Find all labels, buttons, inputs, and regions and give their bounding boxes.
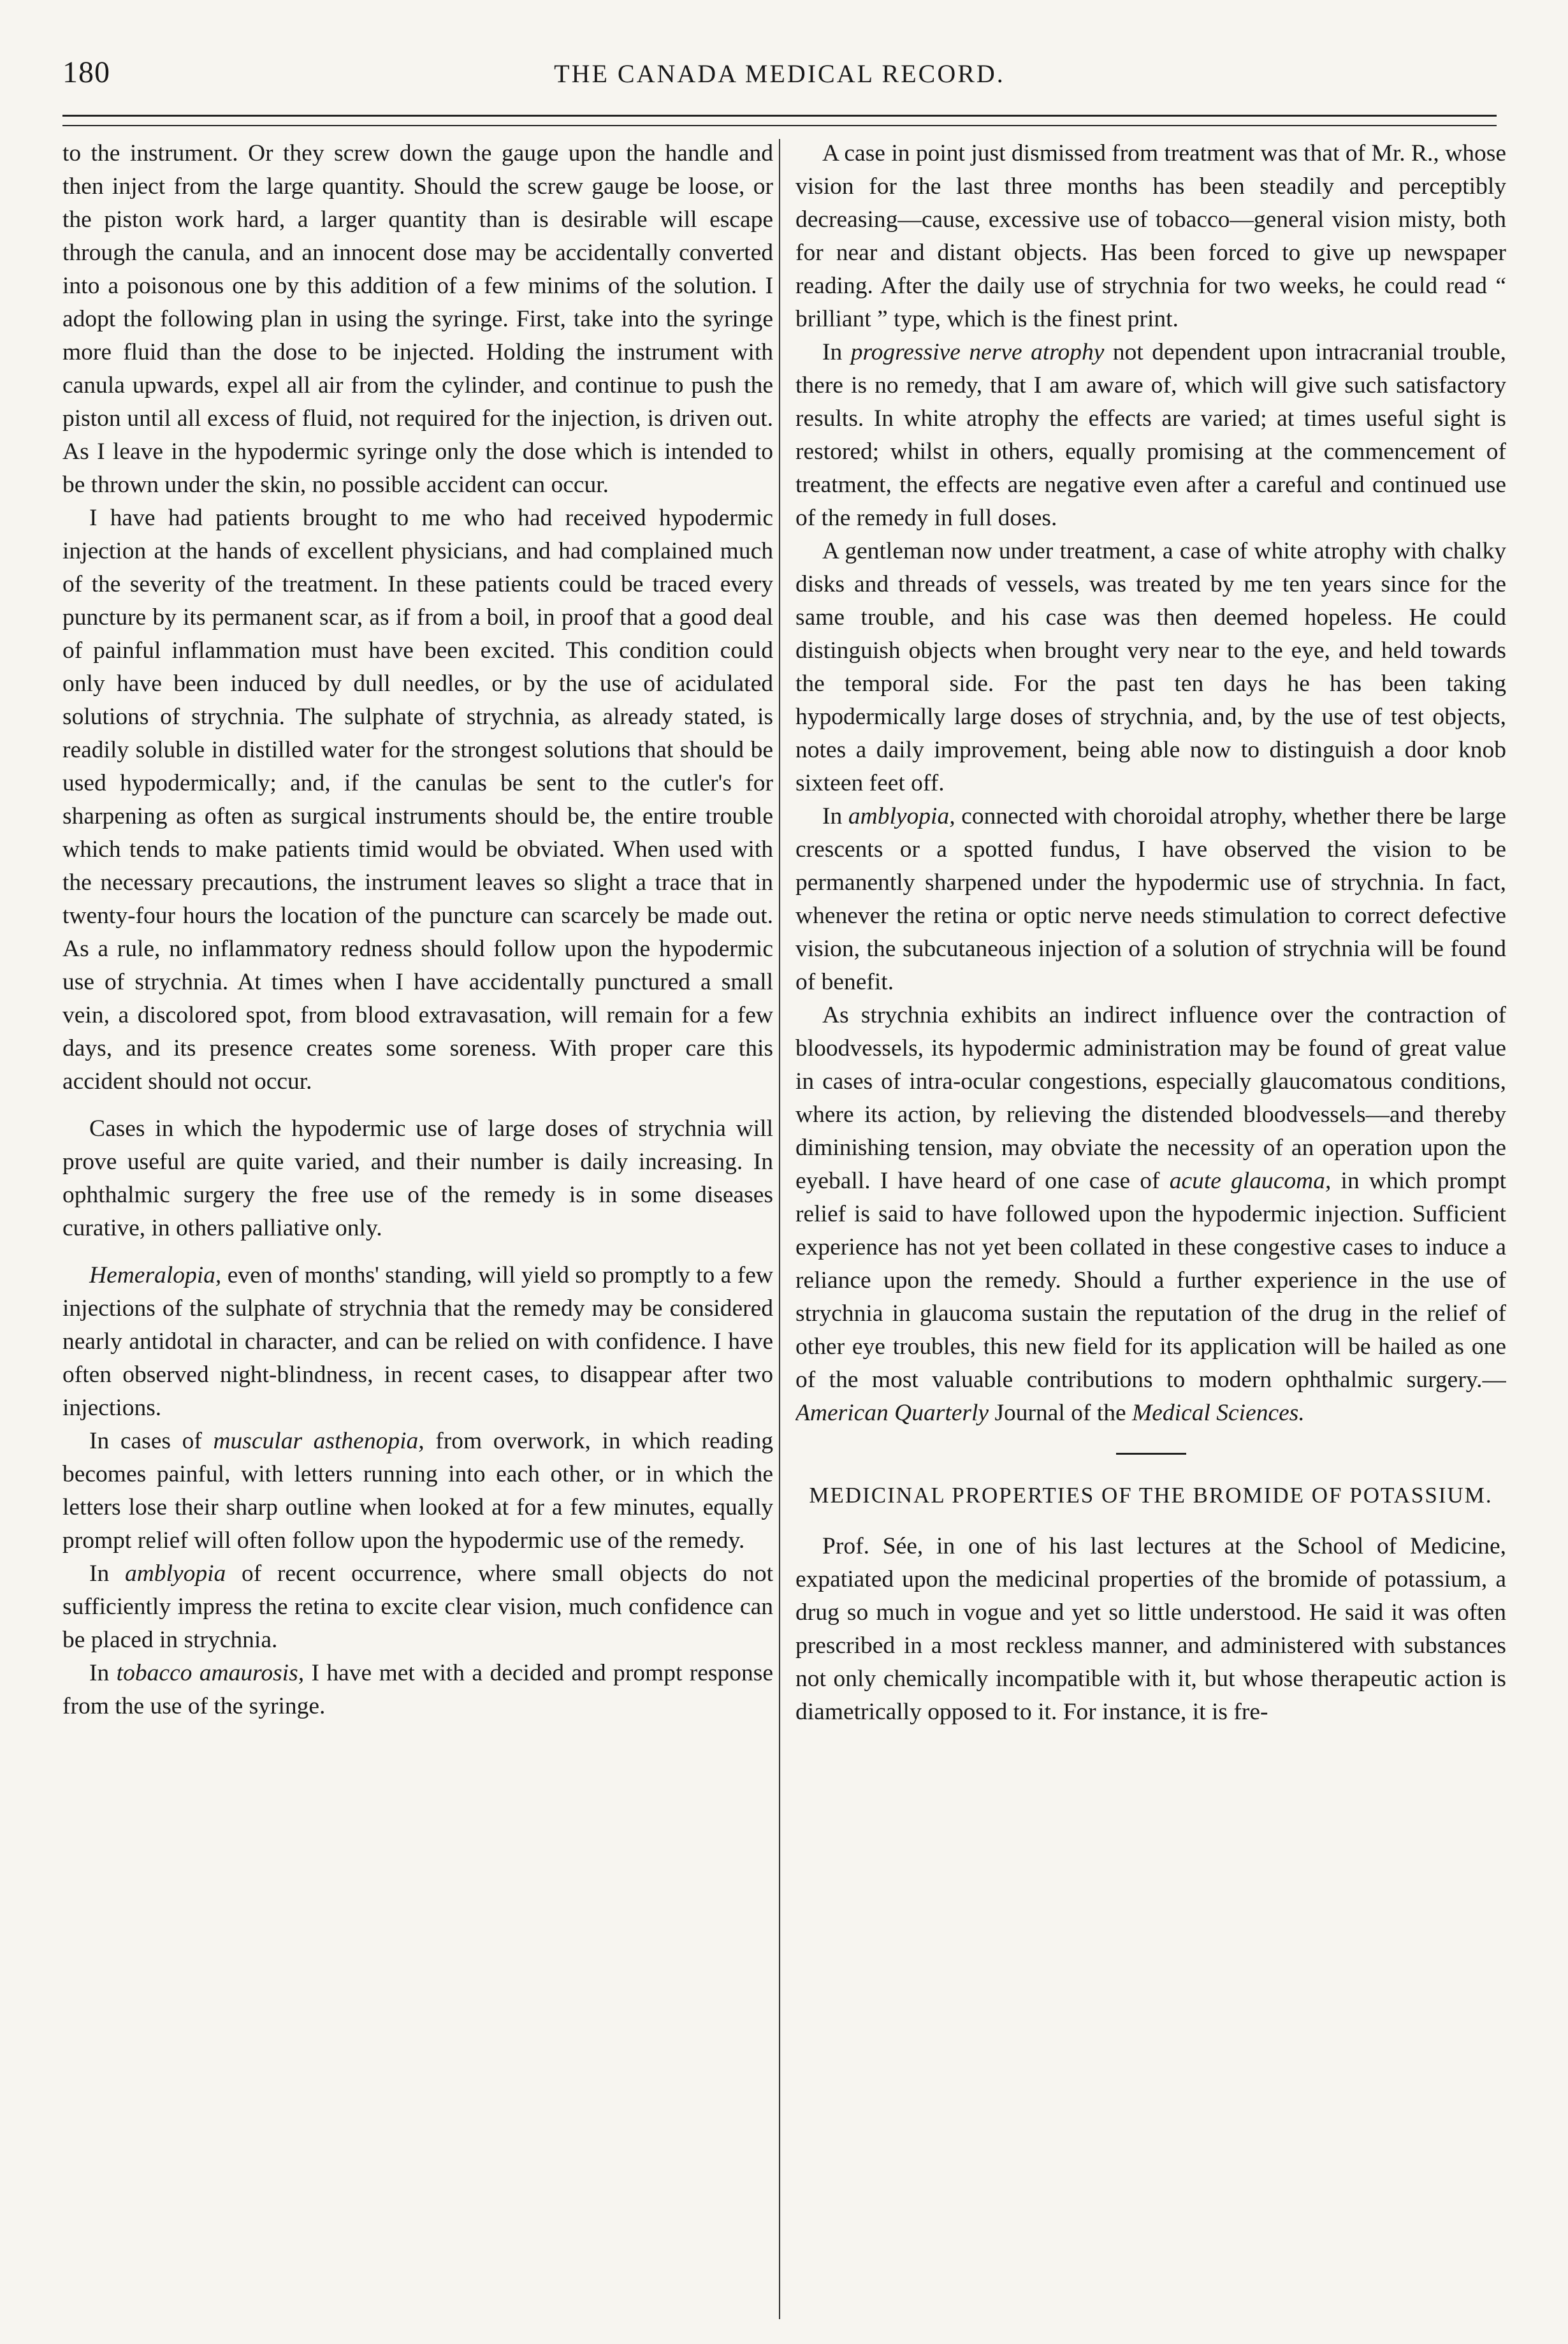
paragraph: A gentleman now under treatment, a case of white atrophy with chalky disks and threads of vessels, was treated by me ten years since for the same trouble, and his case was then deemed hopeless. He could distinguish objects when brought very near to the eye, and held towards the temporal side. For the past ten days he has been taking hypodermically large doses of strychnia, and, by the use of test objects, notes a daily improvement, being able now to distinguish a door knob sixteen feet off. [795, 538, 1506, 796]
left-column [62, 137, 773, 2324]
paragraph: In progressive nerve atrophy not dependent upon intracranial trouble, there is no remedy, that I am aware of, which will give such satisfactory results. In white atrophy the effects are varied; at times useful sight is restored; whilst in others, equally promising at the commencement of treatment, the effects are negative even after a careful and continued use of the remedy in full doses. [795, 339, 1506, 531]
italic-term: progressive nerve atrophy [850, 339, 1105, 365]
source-citation: Medical Sciences. [1132, 1400, 1305, 1426]
italic-term: acute glaucoma, [1169, 1168, 1332, 1194]
italic-term: Hemeralopia, [89, 1262, 222, 1288]
right-column [795, 137, 1506, 2324]
paragraph: In amblyopia, connected with choroidal atrophy, whether there be large crescents or a spotted fundus, I have observed the vision to be permanently sharpened under the hypodermic use of strychnia. In fact, whenever the retina or optic nerve needs stimulation to correct defective vision, the subcutaneous injection of a solution of strychnia will be found of benefit. [795, 803, 1506, 995]
paragraph: Cases in which the hypodermic use of large doses of strychnia will prove useful are quite varied, and their number is daily increasing. In ophthalmic surgery the free use of the remedy is in some diseases curative, in others palliative only. [62, 1116, 773, 1241]
section-title: MEDICINAL PROPERTIES OF THE BROMIDE OF POTASSIUM. [809, 1483, 1493, 1508]
paragraph: As strychnia exhibits an indirect influence over the contraction of bloodvessels, its hypodermic administration may be found of great value in cases of intra-ocular congestions, especially glaucomatous conditions, where its action, by relieving the distended bloodvessels—and thereby diminishing tension, may obviate the necessity of an operation upon the eyeball. I have heard of one case of acute glaucoma, in which prompt relief is said to have followed upon the hypodermic injection. Sufficient experience has not yet been collated in these congestive cases to induce a reliance upon the remedy. Should a further experience in the use of strychnia in glaucoma sustain the reputation of the drug in the relief of other eye troubles, this new field for its application will be hailed as one of the most valuable contributions to modern ophthalmic surgery.—American Quarterly Journal of the Medical Sciences. [795, 1002, 1506, 1426]
italic-term: amblyopia, [848, 803, 955, 829]
page-header [62, 51, 1497, 96]
source-citation: American Quarterly [795, 1400, 989, 1426]
header-rule [62, 115, 1497, 117]
section-divider [1116, 1453, 1186, 1455]
paragraph: In amblyopia of recent occurrence, where small objects do not sufficiently impress the retina to excite clear vision, much confidence can be placed in strychnia. [62, 1561, 773, 1653]
page-number: 180 [62, 55, 110, 89]
italic-term: tobacco amaurosis, [116, 1660, 305, 1686]
paragraph: A case in point just dismissed from treatment was that of Mr. R., whose vision for the last three months has been steadily and perceptibly decreasing—cause, excessive use of tobacco—general vision misty, both for near and distant objects. Has been forced to give up newspaper reading. After the daily use of strychnia for two weeks, he could read “ brilliant ” type, which is the finest print. [795, 140, 1506, 332]
italic-term: muscular asthenopia, [213, 1428, 425, 1454]
paragraph: to the instrument. Or they screw down the gauge upon the handle and then inject from the large quantity. Should the screw gauge be loose, or the piston work hard, a larger quantity than is desirable will escape through the canula, and an innocent dose may be accidentally converted into a poisonous one by this addition of a few minims of the solution. I adopt the following plan in using the syringe. First, take into the syringe more fluid than the dose to be injected. Holding the instrument with canula upwards, expel all air from the cylinder, and continue to push the piston until all excess of fluid, not required for the injection, is driven out. As I leave in the hypodermic syringe only the dose which is intended to be thrown under the skin, no possible accident can occur. [62, 140, 773, 498]
header-rule-double [62, 125, 1497, 126]
running-head: THE CANADA MEDICAL RECORD. [554, 59, 1005, 88]
italic-term: amblyopia [124, 1561, 226, 1587]
paragraph: In cases of muscular asthenopia, from overwork, in which reading becomes painful, with letters running into each other, or in which the letters lose their sharp outline when looked at for a few minutes, equally prompt relief will often follow upon the hypodermic use of the remedy. [62, 1428, 773, 1554]
paragraph: I have had patients brought to me who had received hypodermic injection at the hands of excellent physicians, and had complained much of the severity of the treatment. In these patients could be traced every puncture by its permanent scar, as if from a boil, in proof that a good deal of painful inflammation must have been excited. This condition could only have been induced by dull needles, or by the use of acidulated solutions of strychnia. The sulphate of strychnia, as already stated, is readily soluble in distilled water for the strongest solutions that should be used hypodermically; and, if the canulas be sent to the cutler's for sharpening as often as surgical instruments should be, the entire trouble which tends to make patients timid would be obviated. When used with the necessary precautions, the instrument leaves so slight a trace that in twenty-four hours the location of the puncture can scarcely be made out. As a rule, no inflammatory redness should follow upon the hypodermic use of strychnia. At times when I have accidentally punctured a small vein, a discolored spot, from blood extravasation, will remain for a few days, and its presence creates some soreness. With proper care this accident should not occur. [62, 505, 773, 1095]
paragraph: In tobacco amaurosis, I have met with a decided and prompt response from the use of the syringe. [62, 1660, 773, 1719]
column-divider [779, 139, 780, 2319]
paragraph: Prof. Sée, in one of his last lectures at the School of Medicine, expatiated upon the medicinal properties of the bromide of potassium, a drug so much in vogue and yet so little understood. He said it was often prescribed in a most reckless manner, and administered with substances not only chemically incompatible with it, but whose therapeutic action is diametrically opposed to it. For instance, it is fre- [795, 1533, 1506, 1725]
paragraph: Hemeralopia, even of months' standing, will yield so promptly to a few injections of the sulphate of strychnia that the remedy may be considered nearly antidotal in character, and can be relied on with confidence. I have often observed night-blindness, in recent cases, to disappear after two injections. [62, 1262, 773, 1421]
